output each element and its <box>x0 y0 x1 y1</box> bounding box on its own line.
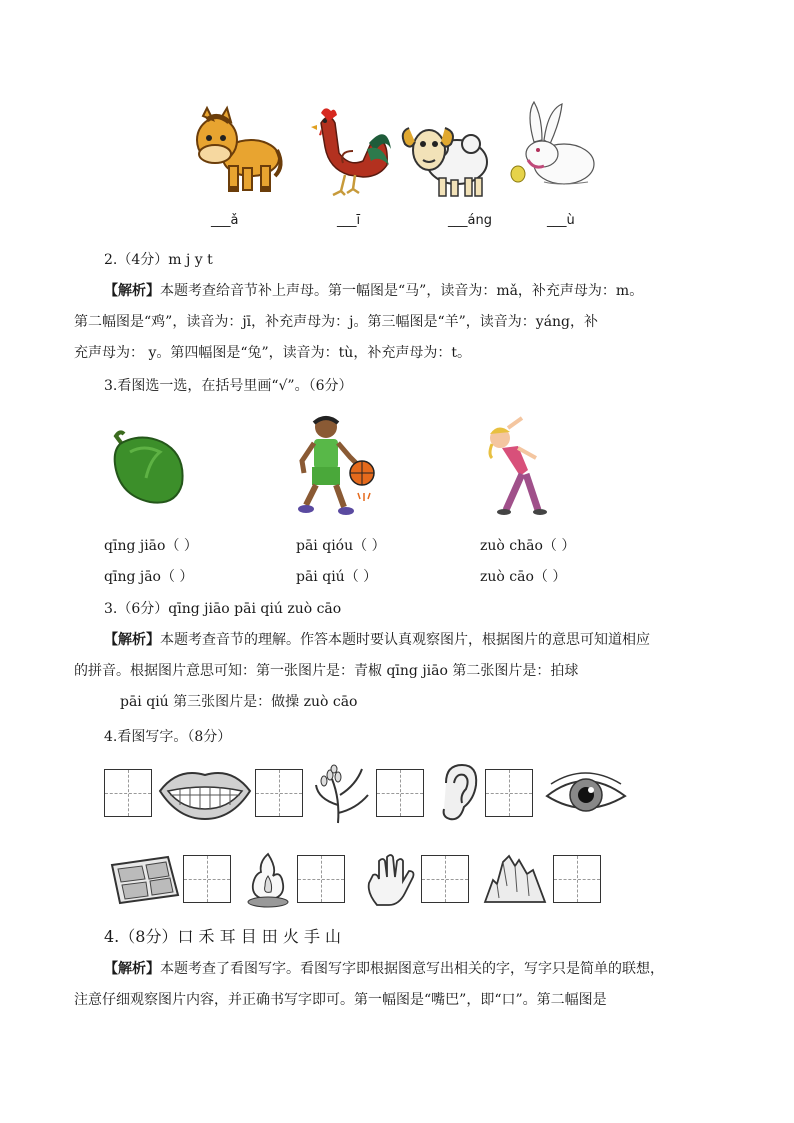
option-qingjiao-1[interactable]: qīng jiāo（ ） <box>104 538 198 554</box>
q4-analysis <box>74 954 734 1016</box>
writing-grid[interactable] <box>376 769 424 817</box>
option-zuocao-2[interactable]: zuò cāo（ ） <box>480 569 567 585</box>
girl-exercise-picture <box>482 418 546 515</box>
q3-answer: 3.（6分）qīng jiāo pāi qiú zuò cāo <box>104 601 342 617</box>
analysis-line: 注意仔细观察图片内容，并正确书写字即可。第一幅图是“嘴巴”，即“口”。第二幅图是 <box>74 992 607 1008</box>
q4-answer: 4.（8分）口 禾 耳 目 田 火 手 山 <box>104 927 342 946</box>
mouth-picture <box>158 765 252 821</box>
writing-grid[interactable] <box>485 769 533 817</box>
mountain-picture <box>483 852 547 904</box>
rooster-picture <box>309 103 391 196</box>
analysis-line: 第二幅图是“鸡”，读音为：jī，补充声母为：j。第三幅图是“羊”，读音为：yáng，补 <box>74 314 599 330</box>
hand-picture <box>365 853 417 907</box>
q2-answer: 2.（4分）m j y t <box>104 252 213 268</box>
writing-grid[interactable] <box>421 855 469 903</box>
rice-plant-picture <box>312 765 370 823</box>
option-zuocao-1[interactable]: zuò chāo（ ） <box>480 538 576 554</box>
green-pepper-picture <box>110 430 186 506</box>
q4-title: 4.看图写字。（8分） <box>104 729 232 745</box>
option-qingjiao-2[interactable]: qīng jāo（ ） <box>104 569 194 585</box>
writing-grid[interactable] <box>255 769 303 817</box>
analysis-line: pāi qiú 第三张图片是：做操 zuò cāo <box>120 694 358 710</box>
writing-grid[interactable] <box>183 855 231 903</box>
boy-basketball-picture <box>296 413 382 516</box>
analysis-line: 本题考查给音节补上声母。第一幅图是“马”，读音为：mǎ，补充声母为：m。 <box>160 283 644 299</box>
sheep-picture <box>399 114 491 200</box>
analysis-line: 本题考查音节的理解。作答本题时要认真观察图片，根据图片的意思可知道相应 <box>160 632 650 648</box>
analysis-line: 本题考查了看图写字。看图写字即根据图意写出相关的字，写字只是简单的联想， <box>160 961 664 977</box>
q3-title: 3.看图选一选，在括号里画“√”。（6分） <box>104 378 353 394</box>
writing-grid[interactable] <box>104 769 152 817</box>
option-paiqiu-2[interactable]: pāi qiú（ ） <box>296 569 378 585</box>
ear-picture <box>438 763 478 823</box>
analysis-line: 的拼音。根据图片意思可知：第一张图片是：青椒 qīng jiāo 第二张图片是：拍球 <box>74 663 579 679</box>
analysis-line: 充声母为： y。第四幅图是“兔”，读音为：tù，补充声母为：t。 <box>74 345 471 361</box>
rabbit-picture <box>504 100 602 192</box>
writing-grid[interactable] <box>297 855 345 903</box>
analysis-tag: 【解析】 <box>104 632 160 648</box>
q2-analysis <box>74 276 734 369</box>
blank-rooster[interactable]: ___ī <box>337 213 361 228</box>
blank-horse[interactable]: ___ǎ <box>211 213 239 228</box>
fire-picture <box>243 850 293 908</box>
eye-picture <box>545 770 627 818</box>
writing-grid[interactable] <box>553 855 601 903</box>
q3-analysis <box>74 625 734 718</box>
option-paiqiu-1[interactable]: pāi qióu（ ） <box>296 538 386 554</box>
blank-rabbit[interactable]: ___ù <box>547 213 575 228</box>
field-picture <box>108 855 180 905</box>
blank-sheep[interactable]: ___áng <box>448 213 492 228</box>
analysis-tag: 【解析】 <box>104 283 160 299</box>
analysis-tag: 【解析】 <box>104 961 160 977</box>
horse-picture <box>193 110 285 194</box>
